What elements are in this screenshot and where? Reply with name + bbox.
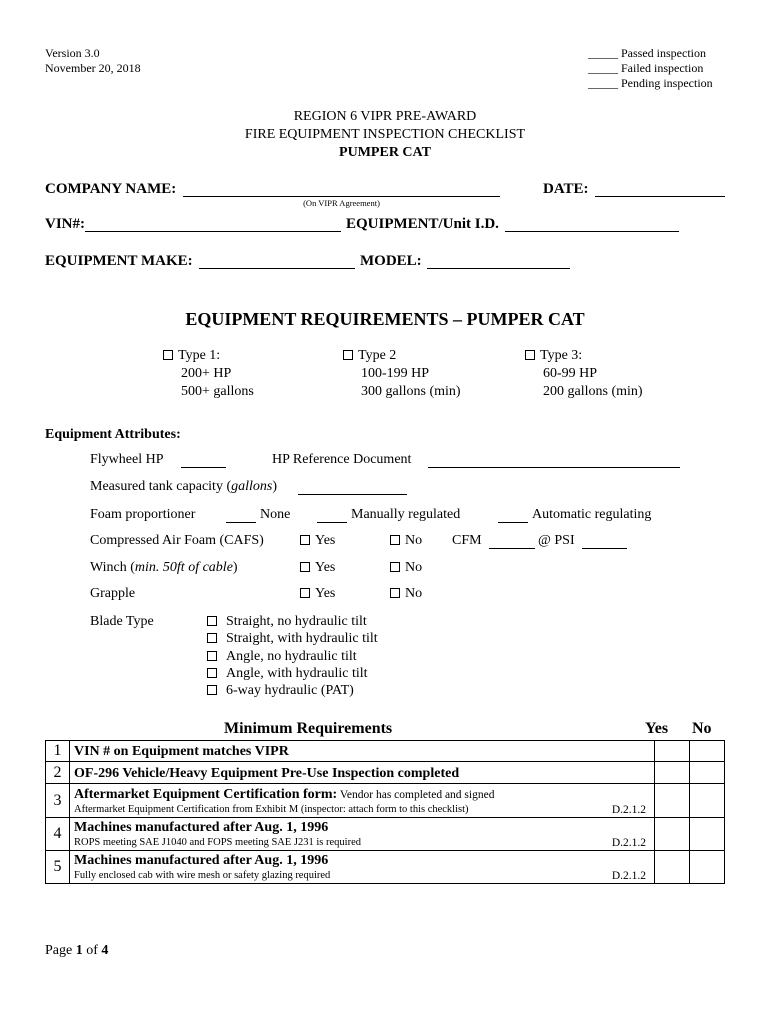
blade-option-label: Straight, no hydraulic tilt <box>226 614 367 629</box>
type-1-name: Type 1: <box>178 348 221 363</box>
foam-manual-label: Manually regulated <box>351 507 461 522</box>
vin-field[interactable] <box>85 231 341 232</box>
title-pumper-cat: PUMPER CAT <box>339 145 431 160</box>
winch-yes-option[interactable] <box>300 560 335 576</box>
title-region: REGION 6 VIPR PRE-AWARD <box>293 109 477 124</box>
grapple-yes-option[interactable] <box>300 586 335 602</box>
row-title: VIN # on Equipment matches VIPR <box>74 744 289 759</box>
table-row <box>46 818 725 851</box>
foam-none-label: None <box>260 507 291 522</box>
foam-manual-field[interactable] <box>317 522 347 523</box>
winch-yes-label: Yes <box>315 560 336 575</box>
row-description <box>70 741 655 762</box>
status-failed: _____ Failed inspection <box>588 61 704 75</box>
blade-option-6-way[interactable] <box>207 682 378 699</box>
type-2-option[interactable] <box>343 347 461 401</box>
type-2-name: Type 2 <box>358 348 397 363</box>
vin-label: VIN#: <box>45 216 85 232</box>
row-subtext: ROPS meeting SAE J1040 and FOPS meeting SAE J231 is required <box>74 836 362 848</box>
checkbox-icon[interactable] <box>525 350 535 360</box>
min-requirements-heading: Minimum Requirements <box>224 720 393 737</box>
version-date: November 20, 2018 <box>45 61 141 75</box>
type-2-hp: 100-199 HP <box>361 366 430 381</box>
row-number: 2 <box>46 762 70 784</box>
row-reference: D.2.1.2 <box>611 836 646 849</box>
row-title: Machines manufactured after Aug. 1, 1996 <box>74 819 329 835</box>
blade-option-straight-no-tilt[interactable] <box>207 613 378 630</box>
attributes-heading: Equipment Attributes: <box>45 427 181 442</box>
equipment-id-label: EQUIPMENT/Unit I.D. <box>346 216 499 232</box>
checkbox-icon[interactable] <box>390 535 400 545</box>
page-total: 4 <box>101 943 109 958</box>
checkbox-icon[interactable] <box>163 350 173 360</box>
row-title: OF-296 Vehicle/Heavy Equipment Pre-Use Inspection completed <box>74 765 460 781</box>
yes-cell[interactable] <box>655 741 690 762</box>
model-field[interactable] <box>427 268 570 269</box>
row-number: 4 <box>46 818 70 851</box>
grapple-no-option[interactable] <box>390 586 422 602</box>
blade-option-straight-tilt[interactable] <box>207 630 378 647</box>
cafs-no-label: No <box>405 533 423 548</box>
foam-auto-label: Automatic regulating <box>532 507 652 522</box>
checkbox-icon[interactable] <box>300 562 310 572</box>
row-title: Aftermarket Equipment Certification form: <box>74 786 338 802</box>
table-row <box>46 762 725 784</box>
page-of: of <box>82 943 102 958</box>
model-label: MODEL: <box>360 253 422 269</box>
checkbox-icon[interactable] <box>390 588 400 598</box>
requirements-table <box>45 740 725 884</box>
blade-option-label: Angle, with hydraulic tilt <box>226 665 368 681</box>
hp-reference-field[interactable] <box>428 467 680 468</box>
no-cell[interactable] <box>690 818 725 851</box>
checkbox-icon[interactable] <box>207 633 217 643</box>
table-row <box>46 851 725 884</box>
type-2-gallons: 300 gallons (min) <box>361 384 461 399</box>
company-note: (On VIPR Agreement) <box>303 198 380 208</box>
page-number <box>45 943 108 959</box>
row-description <box>70 851 655 884</box>
grapple-no-label: No <box>405 586 423 601</box>
blade-type-label: Blade Type <box>90 614 154 629</box>
page-current: 1 <box>75 943 83 958</box>
date-field[interactable] <box>595 196 725 197</box>
winch-label-note: min. 50ft of cable <box>134 560 233 575</box>
checkbox-icon[interactable] <box>390 562 400 572</box>
blade-option-angle-no-tilt[interactable] <box>207 648 378 665</box>
requirements-heading: EQUIPMENT REQUIREMENTS – PUMPER CAT <box>185 309 585 329</box>
checkbox-icon[interactable] <box>207 616 217 626</box>
row-description <box>70 762 655 784</box>
winch-no-option[interactable] <box>390 560 422 576</box>
checkbox-icon[interactable] <box>300 535 310 545</box>
no-cell[interactable] <box>690 851 725 884</box>
page-prefix: Page <box>45 943 76 958</box>
tank-label-close: ) <box>272 479 278 494</box>
row-number: 3 <box>46 784 70 818</box>
blade-option-label: Angle, no hydraulic tilt <box>226 648 357 664</box>
blade-option-label: 6-way hydraulic (PAT) <box>226 683 354 699</box>
cfm-field[interactable] <box>489 548 535 549</box>
type-3-hp: 60-99 HP <box>543 366 598 381</box>
checkbox-icon[interactable] <box>207 651 217 661</box>
flywheel-field[interactable] <box>181 467 226 468</box>
no-cell[interactable] <box>690 784 725 818</box>
company-label: COMPANY NAME: <box>45 181 177 197</box>
grapple-yes-label: Yes <box>315 586 336 601</box>
make-field[interactable] <box>199 268 355 269</box>
hp-reference-label: HP Reference Document <box>272 452 412 467</box>
row-number: 5 <box>46 851 70 884</box>
date-label: DATE: <box>543 181 589 197</box>
flywheel-label: Flywheel HP <box>90 452 164 467</box>
table-row <box>46 741 725 762</box>
row-number: 1 <box>46 741 70 762</box>
row-description <box>70 784 655 818</box>
title-checklist: FIRE EQUIPMENT INSPECTION CHECKLIST <box>244 127 526 142</box>
checkbox-icon[interactable] <box>343 350 353 360</box>
version-label: Version 3.0 <box>45 46 100 60</box>
psi-field[interactable] <box>582 548 627 549</box>
checkbox-icon[interactable] <box>207 668 217 678</box>
blade-type-options <box>207 613 378 699</box>
make-label: EQUIPMENT MAKE: <box>45 253 193 269</box>
winch-label-text: Winch ( <box>90 560 135 575</box>
tank-capacity-field[interactable] <box>298 494 407 495</box>
type-3-gallons: 200 gallons (min) <box>543 384 643 399</box>
blade-option-angle-tilt[interactable] <box>207 665 378 682</box>
row-title-extra: Vendor has completed and signed <box>337 788 495 801</box>
yes-cell[interactable] <box>655 818 690 851</box>
tank-capacity-label <box>90 479 277 495</box>
min-req-yes-heading: Yes <box>645 720 669 737</box>
foam-auto-field[interactable] <box>498 522 528 523</box>
checkbox-icon[interactable] <box>300 588 310 598</box>
equipment-id-field[interactable] <box>505 231 679 232</box>
type-3-name: Type 3: <box>540 348 583 363</box>
no-cell[interactable] <box>690 741 725 762</box>
status-passed: _____ Passed inspection <box>588 46 706 60</box>
checkbox-icon[interactable] <box>207 685 217 695</box>
type-1-hp: 200+ HP <box>181 366 232 381</box>
type-1-option[interactable] <box>163 347 254 401</box>
row-description <box>70 818 655 851</box>
cafs-label: Compressed Air Foam (CAFS) <box>90 533 264 548</box>
status-pending: _____ Pending inspection <box>588 76 713 90</box>
type-3-option[interactable] <box>525 347 643 401</box>
yes-cell[interactable] <box>655 762 690 784</box>
min-req-no-heading: No <box>692 720 712 737</box>
tank-label-text: Measured tank capacity ( <box>90 479 232 494</box>
blade-option-label: Straight, with hydraulic tilt <box>226 631 378 647</box>
yes-cell[interactable] <box>655 784 690 818</box>
grapple-label: Grapple <box>90 586 136 601</box>
tank-label-unit: gallons <box>231 479 273 494</box>
row-reference: D.2.1.2 <box>611 803 646 816</box>
row-reference: D.2.1.2 <box>611 869 646 882</box>
winch-no-label: No <box>405 560 423 575</box>
row-title: Machines manufactured after Aug. 1, 1996 <box>74 852 329 868</box>
cafs-yes-label: Yes <box>315 533 336 548</box>
row-subtext: Fully enclosed cab with wire mesh or safety glazing required <box>74 869 331 881</box>
type-1-gallons: 500+ gallons <box>181 384 254 399</box>
row-subtext: Aftermarket Equipment Certification from Exhibit M (inspector: attach form to this checklist) <box>74 803 469 815</box>
yes-cell[interactable] <box>655 851 690 884</box>
winch-label-close: ) <box>232 560 238 575</box>
foam-none-field[interactable] <box>226 522 256 523</box>
foam-label: Foam proportioner <box>90 507 196 522</box>
winch-label <box>90 560 238 576</box>
cafs-yes-option[interactable] <box>300 533 335 549</box>
psi-label: @ PSI <box>538 533 575 548</box>
cfm-label: CFM <box>452 533 482 548</box>
company-field[interactable] <box>183 196 500 197</box>
no-cell[interactable] <box>690 762 725 784</box>
cafs-no-option[interactable] <box>390 533 422 549</box>
table-row <box>46 784 725 818</box>
